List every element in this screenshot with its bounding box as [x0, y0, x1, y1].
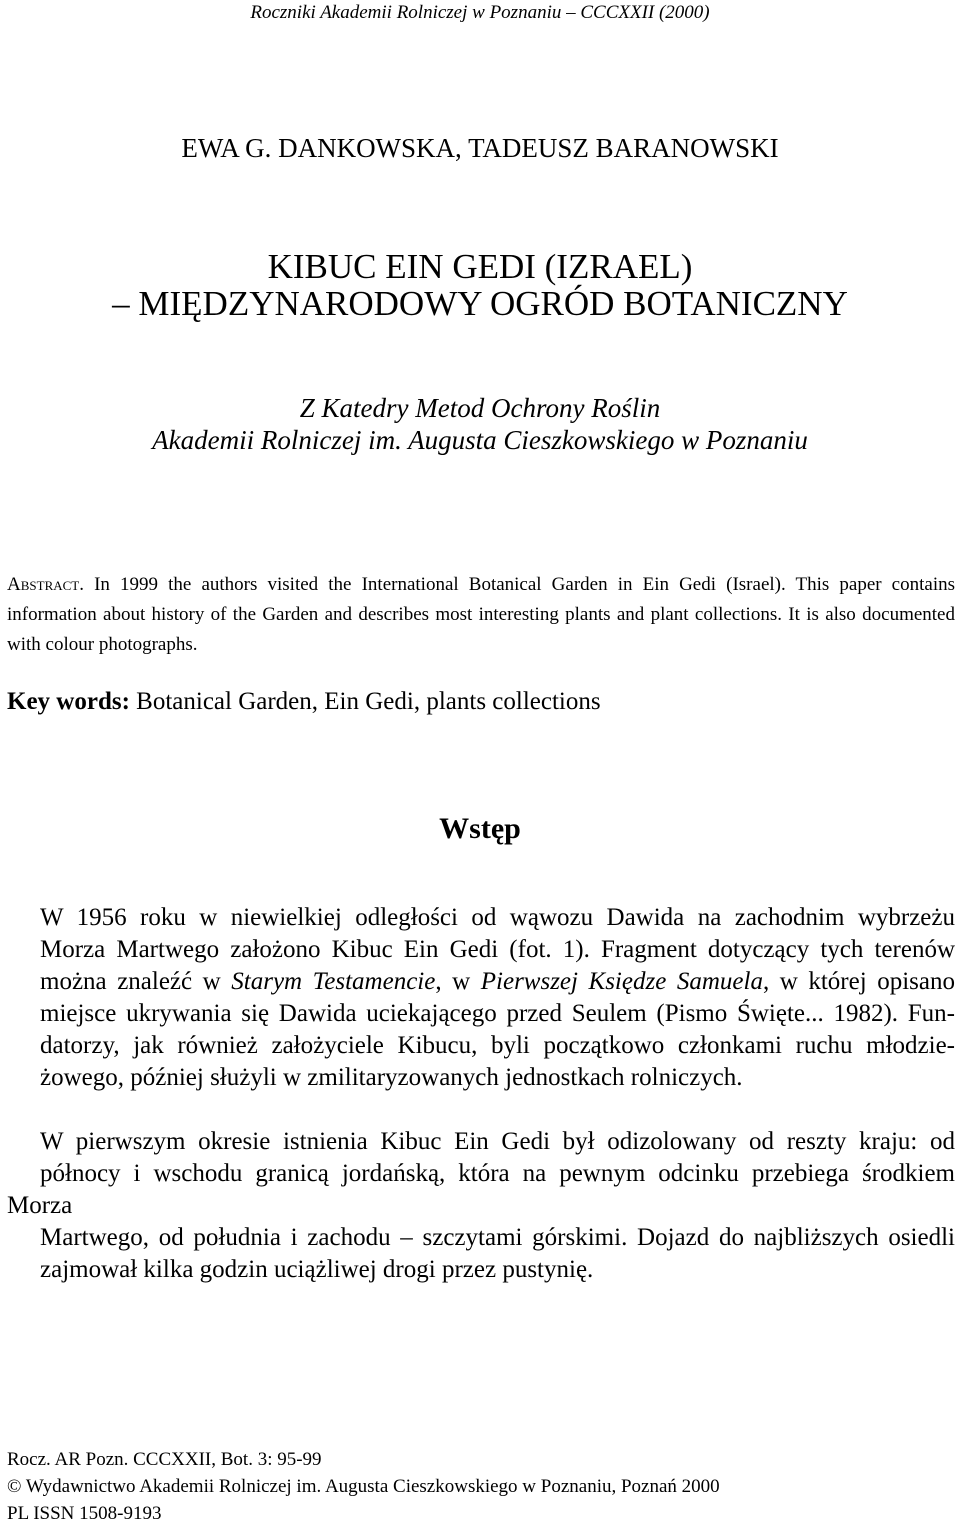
paragraph-line: [7, 966, 955, 998]
body-paragraph-2: [7, 1126, 955, 1286]
paragraph-line: zajmował kilka godzin uciążliwej drogi przez pustynię.: [40, 1256, 594, 1283]
abstract: [7, 570, 955, 660]
section-heading: Wstęp: [439, 812, 521, 845]
keywords-label: Key words:: [7, 688, 130, 715]
running-header: Roczniki Akademii Rolniczej w Poznaniu – CCCXXII (2000): [250, 2, 710, 23]
authors: EWA G. DANKOWSKA, TADEUSZ BARANOWSKI: [181, 133, 779, 163]
paragraph-line: miejsce ukrywania się Dawida uciekającego przed Seulem (Pismo Święte... 1982). Fun-: [40, 1000, 955, 1027]
abstract-text: In 1999 the authors visited the International Botanical Garden in Ein Gedi (Israel). This paper contains information about history of the Garden and describes most interesting plants and plant collections. It is also documented with colour photographs.: [7, 574, 956, 655]
article-title-line-2: – MIĘDZYNARODOWY OGRÓD BOTANICZNY: [112, 284, 848, 323]
issn-line: PL ISSN 1508-9193: [7, 1503, 162, 1524]
paragraph-line: północy i wschodu granicą jordańską, która na pewnym odcinku przebiega środkiem Morza: [7, 1160, 955, 1219]
paragraph-line: W 1956 roku w niewielkiej odległości od wąwozu Dawida na zachodnim wybrzeżu: [40, 904, 955, 931]
text-run: można znaleźć w: [40, 968, 232, 995]
text-run: , w: [435, 968, 481, 995]
affiliation-line-1: Z Katedry Metod Ochrony Roślin: [299, 393, 661, 423]
text-run: , w której opisano: [762, 968, 955, 995]
publication-footer: [7, 1446, 720, 1527]
paragraph-line: Martwego, od południa i zachodu – szczytami górskimi. Dojazd do najbliższych osiedli: [40, 1224, 955, 1251]
article-title-line-1: KIBUC EIN GEDI (IZRAEL): [267, 247, 693, 286]
paragraph-line: W pierwszym okresie istnienia Kibuc Ein Gedi był odizolowany od reszty kraju: od: [40, 1128, 955, 1155]
copyright-line: © Wydawnictwo Akademii Rolniczej im. Augusta Cieszkowskiego w Poznaniu, Poznań 2000: [7, 1476, 720, 1497]
italic-citation: Starym Testamencie: [231, 968, 436, 995]
italic-citation: Pierwszej Księdze Samuela: [480, 968, 763, 995]
paragraph-line: Morza Martwego założono Kibuc Ein Gedi (fot. 1). Fragment dotyczący tych terenów: [40, 936, 955, 963]
keywords-text: Botanical Garden, Ein Gedi, plants collections: [136, 688, 601, 715]
keywords: [7, 688, 601, 716]
paragraph-line: datorzy, jak również założyciele Kibucu, byli początkowo członkami ruchu młodzie-: [40, 1032, 955, 1059]
citation-line: Rocz. AR Pozn. CCCXXII, Bot. 3: 95-99: [7, 1449, 322, 1470]
abstract-label: Abstract.: [7, 574, 84, 595]
paragraph-line: żowego, później służyli w zmilitaryzowanych jednostkach rolniczych.: [40, 1064, 743, 1091]
affiliation-line-2: Akademii Rolniczej im. Augusta Cieszkowskiego w Poznaniu: [152, 425, 808, 455]
body-paragraph-1: [7, 902, 955, 1094]
